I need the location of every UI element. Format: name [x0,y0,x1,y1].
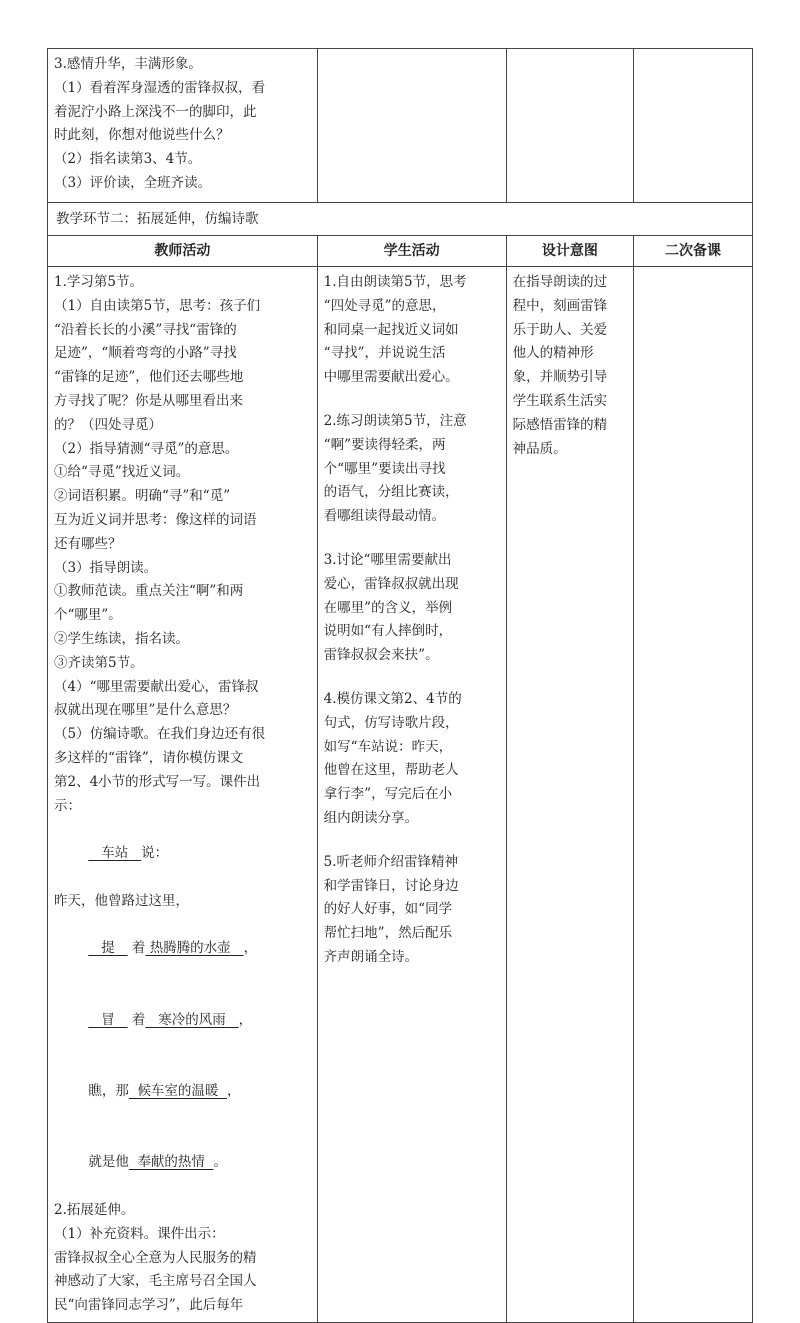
text-line: 示： [54,797,81,814]
text-line: 学生联系生活实 [512,392,608,409]
text-line: 个“哪里”。 [54,607,122,624]
text-line: “寻找”，并说说生活 [323,345,446,362]
text-line: 际感悟雷锋的精 [512,416,608,433]
poem-line-1 [54,818,311,889]
student-activity-cell [317,267,506,1323]
poem-blank-place: 车站 [101,845,129,862]
text-line: 民“向雷锋同志学习”，此后每年 [54,1297,244,1314]
text-line: 的语气，分组比赛读， [323,484,459,501]
text-line: “四处寻觅”的意思， [323,297,446,314]
header-intent: 设计意图 [506,236,633,267]
text-line: ①教师范读。重点关注“啊”和两 [54,583,244,600]
text-line: 和学雷锋日，讨论身边 [323,877,459,894]
text-line: 第2、4小节的形式写一写。课件出 [54,773,261,790]
text-line: 他人的精神形 [512,345,594,362]
text-line: 齐声朗诵全诗。 [323,948,419,965]
text-line: 4.模仿课文第2、4节的 [323,690,462,707]
text-line: （2）指导猜测“寻觅”的意思。 [54,440,239,457]
text-line: （1）看着浑身湿透的雷锋叔叔，看 [54,79,266,96]
intent-continuation-cell [506,49,633,203]
content-row [48,267,753,1323]
text-line: “啊”要读得轻柔，两 [323,436,446,453]
text-line: 如写“车站说：昨天， [323,738,453,755]
text-line: ①给“寻觅”找近义词。 [54,464,190,481]
poem-line-2: 昨天，他曾路过这里， [54,892,189,909]
text-line: 说明如“有人摔倒时， [323,623,453,640]
text-line: “沿着长长的小溪”寻找“雷锋的 [54,321,237,338]
text-line: “雷锋的足迹”，他们还去哪些地 [54,369,244,386]
poem-blank-obj3: 候车室的温暖 [137,1083,219,1100]
text-line: 个“哪里”要读出寻找 [323,460,446,477]
text-line: 乐于助人、关爱 [512,321,608,338]
text-line: 2.练习朗读第5节，注意 [323,412,467,429]
text-line: （3）评价读，全班齐读。 [54,174,212,191]
poem-line-6: 就是他 奉献的热情 。 [88,1154,228,1171]
text-line: 在哪里”的含义，举例 [323,599,453,616]
text-line: 看哪组读得最动情。 [323,508,446,525]
text-line: 2.拓展延伸。 [54,1202,135,1219]
text-line: 雷锋叔叔会来扶”。 [323,647,439,664]
text-line: 3.讨论“哪里需要献出 [323,551,452,568]
paragraph-gap [324,529,500,549]
text-line: 句式，仿写诗歌片段， [323,714,459,731]
poem-blank-obj1: 热腾腾的水壶 [149,940,231,957]
poem-said: 说： [141,845,169,862]
text-line: 叔就出现在哪里”是什么意思？ [54,702,237,719]
teacher-continuation-cell [48,49,318,203]
text-line: ③齐读第5节。 [54,654,144,671]
header-teacher: 教师活动 [48,236,318,267]
text-line: 爱心，雷锋叔叔就出现 [323,575,459,592]
revision-continuation-cell [634,49,753,203]
text-line: 帮忙扫地”，然后配乐 [323,925,453,942]
poem-blank-verb1: 提 [101,940,115,957]
text-line: 神感动了大家，毛主席号召全国人 [54,1273,257,1290]
paragraph-gap [324,668,500,688]
header-revision: 二次备课 [634,236,753,267]
text-line: 象，并顺势引导 [512,369,608,386]
text-line: ②学生练读，指名读。 [54,630,189,647]
text-line: 他曾在这里，帮助老人 [323,762,459,779]
text-line: 组内朗读分享。 [323,809,419,826]
text-line: 3.感情升华，丰满形象。 [54,56,202,72]
text-line: （2）指名读第3、4节。 [54,151,202,168]
paragraph-gap [324,390,500,410]
text-line: 互为近义词并思考：像这样的词语 [54,511,257,528]
poem-line-4: 冒 着 寒冷的风雨 ， [54,985,311,1056]
header-student: 学生活动 [317,236,506,267]
text-line: 还有哪些？ [54,535,122,552]
text-line: （3）指导朗读。 [54,559,158,576]
text-line: 的？（四处寻觅） [54,416,162,433]
text-line: 雷锋叔叔全心全意为人民服务的精 [54,1249,257,1266]
text-line: 着泥泞小路上深浅不一的脚印，此 [54,103,257,120]
poem-blank-verb2: 冒 [101,1011,115,1028]
text-line: 足迹”，“顺着弯弯的小路”寻找 [54,345,237,362]
poem-blank-obj4: 奉献的热情 [137,1154,205,1171]
text-line: （4）“哪里需要献出爱心，雷锋叔 [54,678,259,695]
text-line: 拿行李”，写完后在小 [323,786,453,803]
paragraph-gap [324,831,500,851]
text-line: 1.学习第5节。 [54,274,143,290]
text-line: 5.听老师介绍雷锋精神 [323,853,459,870]
secondary-preparation-cell [634,267,753,1323]
text-line: ②词语积累。明确“寻”和“觅” [54,488,231,505]
text-line: 多这样的“雷锋”，请你模仿课文 [54,749,244,766]
section-row [48,203,753,236]
text-line: 1.自由朗读第5节，思考 [323,274,467,290]
text-line: （1）补充资料。课件出示： [54,1225,225,1242]
poem-line-5: 瞧，那 候车室的温暖 ， [88,1083,241,1100]
teacher-activity-cell [48,267,318,1323]
text-line: （1）自由读第5节，思考：孩子们 [54,297,261,314]
poem-blank-obj2: 寒冷的风雨 [158,1011,226,1028]
student-continuation-cell [317,49,506,203]
text-line: 时此刻，你想对他说些什么？ [54,127,230,144]
header-row [48,236,753,267]
text-line: 程中，刻画雷锋 [512,297,608,314]
text-line: 方寻找了呢？你是从哪里看出来 [54,392,243,409]
text-line: 和同桌一起找近义词如 [323,321,459,338]
text-line: （5）仿编诗歌。在我们身边还有很 [54,726,266,743]
design-intent-cell [506,267,633,1323]
section-title: 教学环节二：拓展延伸，仿编诗歌 [48,203,753,236]
continuation-row [48,49,753,203]
text-line: 的好人好事，如“同学 [323,901,453,918]
poem-line-3: 提 着 热腾腾的水壶 ， [54,914,311,985]
text-line: 在指导朗读的过 [512,274,608,290]
text-line: 神品质。 [512,440,567,457]
text-line: 中哪里需要献出爱心。 [323,369,459,386]
